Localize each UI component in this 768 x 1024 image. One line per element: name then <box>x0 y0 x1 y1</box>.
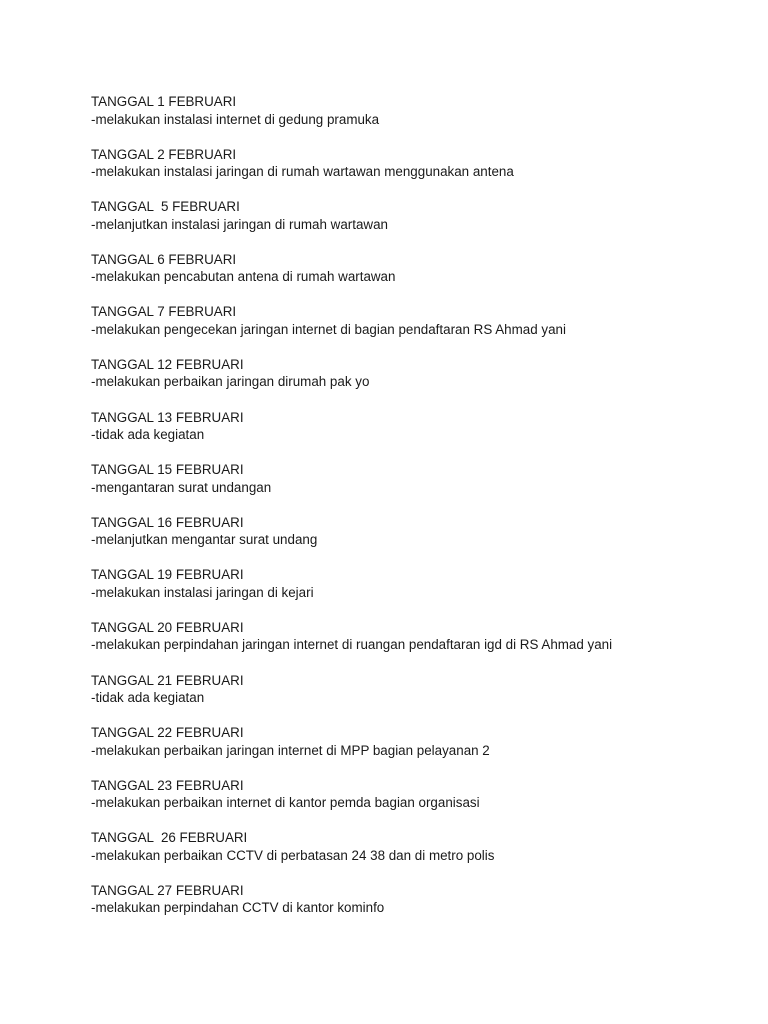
entry-date: TANGGAL 12 FEBRUARI <box>91 356 244 372</box>
entry-activity: -melakukan perbaikan jaringan internet di MPP bagian pelayanan 2 <box>91 742 490 758</box>
entry-activity: -melakukan instalasi jaringan di kejari <box>91 584 314 600</box>
entry-activity: -tidak ada kegiatan <box>91 427 205 443</box>
log-entry <box>91 461 731 514</box>
entry-activity: -melakukan pencabutan antena di rumah wartawan <box>91 269 396 285</box>
entry-date: TANGGAL 22 FEBRUARI <box>91 725 244 741</box>
entry-activity: -melakukan perpindahan jaringan internet di ruangan pendaftaran igd di RS Ahmad yani <box>91 637 613 653</box>
entry-date: TANGGAL 7 FEBRUARI <box>91 304 237 320</box>
entry-activity: -melanjutkan instalasi jaringan di rumah wartawan <box>91 216 388 232</box>
entry-date: TANGGAL 19 FEBRUARI <box>91 567 244 583</box>
log-entry <box>91 777 731 830</box>
log-entry <box>91 882 731 935</box>
entry-date: TANGGAL 6 FEBRUARI <box>91 251 237 267</box>
entry-date: TANGGAL 23 FEBRUARI <box>91 777 244 793</box>
entry-date: TANGGAL 13 FEBRUARI <box>91 409 244 425</box>
log-entry <box>91 251 731 304</box>
entry-date: TANGGAL 5 FEBRUARI <box>91 199 240 215</box>
entry-activity: -tidak ada kegiatan <box>91 690 205 706</box>
entry-activity: -melakukan instalasi jaringan di rumah wartawan menggunakan antena <box>91 164 514 180</box>
log-entry <box>91 619 731 672</box>
entry-activity: -melakukan perbaikan CCTV di perbatasan 24 38 dan di metro polis <box>91 847 495 863</box>
entry-activity: -melakukan pengecekan jaringan internet di bagian pendaftaran RS Ahmad yani <box>91 321 566 337</box>
entry-date: TANGGAL 1 FEBRUARI <box>91 94 237 109</box>
entry-date: TANGGAL 26 FEBRUARI <box>91 830 248 846</box>
activity-log <box>91 93 731 935</box>
log-entry <box>91 724 731 777</box>
entry-date: TANGGAL 16 FEBRUARI <box>91 514 244 530</box>
log-entry <box>91 198 731 251</box>
log-entry <box>91 672 731 725</box>
log-entry <box>91 303 731 356</box>
entry-date: TANGGAL 21 FEBRUARI <box>91 672 244 688</box>
log-entry <box>91 146 731 199</box>
log-entry <box>91 93 731 146</box>
entry-date: TANGGAL 27 FEBRUARI <box>91 882 244 898</box>
entry-date: TANGGAL 2 FEBRUARI <box>91 146 237 162</box>
entry-date: TANGGAL 15 FEBRUARI <box>91 462 244 478</box>
log-entry <box>91 829 731 882</box>
entry-activity: -mengantaran surat undangan <box>91 479 272 495</box>
entry-activity: -melakukan perbaikan internet di kantor pemda bagian organisasi <box>91 795 480 811</box>
log-entry <box>91 566 731 619</box>
log-entry <box>91 356 731 409</box>
entry-date: TANGGAL 20 FEBRUARI <box>91 619 244 635</box>
entry-activity: -melanjutkan mengantar surat undang <box>91 532 318 548</box>
entry-activity: -melakukan instalasi internet di gedung pramuka <box>91 111 380 127</box>
entry-activity: -melakukan perpindahan CCTV di kantor kominfo <box>91 900 385 916</box>
log-entry <box>91 514 731 567</box>
log-entry <box>91 409 731 462</box>
entry-activity: -melakukan perbaikan jaringan dirumah pak yo <box>91 374 370 390</box>
